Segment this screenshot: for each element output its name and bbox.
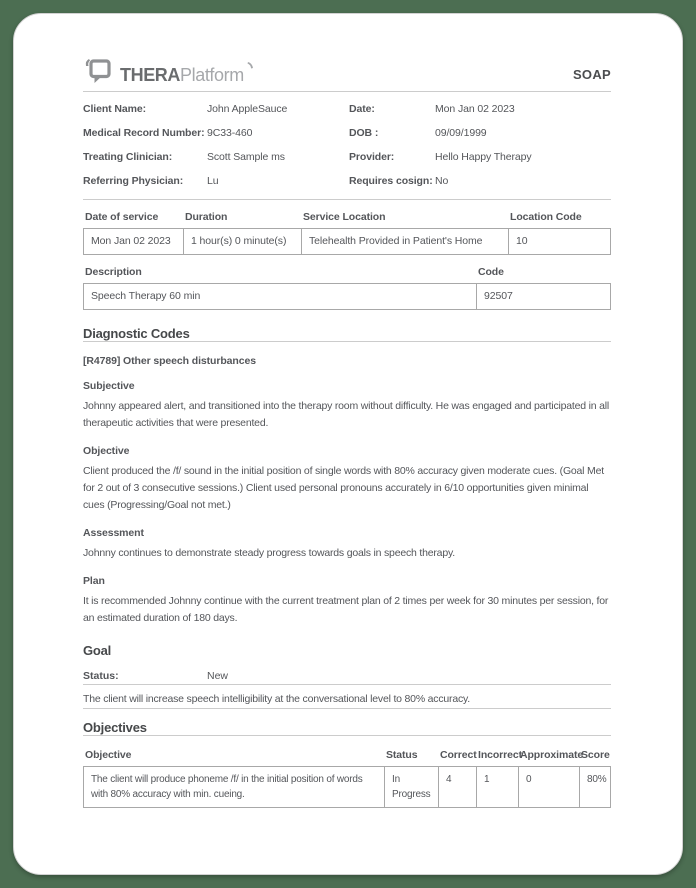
description-cell: Speech Therapy 60 min xyxy=(84,284,477,309)
table-row xyxy=(83,283,611,310)
divider xyxy=(83,684,611,685)
logo-thera-text: THERA xyxy=(120,64,180,85)
objectives-heading: Objectives xyxy=(83,720,147,735)
goal-description: The client will increase speech intelligibility at the conversational level to 80% accuracy. xyxy=(83,693,471,705)
column-header: Code xyxy=(478,266,504,278)
objective-text-cell: The client will produce phoneme /f/ in the initial position of words with 80% accuracy with min. cueing. xyxy=(84,767,385,807)
provider-label: Provider: xyxy=(349,151,395,163)
goal-status-row xyxy=(83,668,611,684)
duration-cell: 1 hour(s) 0 minute(s) xyxy=(184,229,302,254)
column-header: Duration xyxy=(185,211,228,223)
dob-value: 09/09/1999 xyxy=(435,127,487,139)
provider-value: Hello Happy Therapy xyxy=(435,151,532,163)
divider xyxy=(83,199,611,200)
assessment-text: Johnny continues to demonstrate steady progress towards goals in speech therapy. xyxy=(83,547,455,559)
clinician-label: Treating Clinician: xyxy=(83,151,173,163)
location-code-cell: 10 xyxy=(516,235,528,247)
clinician-value: Scott Sample ms xyxy=(207,151,285,163)
speech-bubble-icon xyxy=(83,58,117,91)
date-value: Mon Jan 02 2023 xyxy=(435,103,515,115)
client-name-value: John AppleSauce xyxy=(207,103,288,115)
objective-row xyxy=(83,766,611,808)
score-cell: 80% xyxy=(587,774,607,785)
logo-accent-icon xyxy=(247,58,257,76)
table-row xyxy=(83,228,611,255)
objectives-table xyxy=(83,748,611,808)
column-header: Location Code xyxy=(510,211,582,223)
column-header: Approximate xyxy=(520,749,584,761)
column-header: Status xyxy=(386,749,418,761)
client-info xyxy=(83,92,611,199)
column-header: Date of service xyxy=(85,211,159,223)
goal-heading: Goal xyxy=(83,643,112,658)
code-cell: 92507 xyxy=(484,290,513,302)
referring-physician-label: Referring Physician: xyxy=(83,175,184,187)
objective-text: Client produced the /f/ sound in the initial position of single words with 80% accuracy given moderate cues. (Goal Met for 2 out of 3 consecutive sessions.) Client used personal pronouns accurately in 6/10 opportunities given minimal cues (Progressing/Goal not met.) xyxy=(83,465,604,511)
plan-label: Plan xyxy=(83,575,105,587)
referring-physician-value: Lu xyxy=(207,175,219,187)
mrn-value: 9C33-460 xyxy=(207,127,253,139)
theraplatform-logo xyxy=(83,58,257,91)
description-table xyxy=(83,265,611,310)
diagnostic-code-line: [R4789] Other speech disturbances xyxy=(83,355,256,367)
status-cell: In Progress xyxy=(385,767,439,807)
logo-platform-text: Platform xyxy=(180,64,244,85)
date-label: Date: xyxy=(349,103,375,115)
objective-label: Objective xyxy=(83,445,130,457)
approximate-cell: 0 xyxy=(519,767,580,807)
divider xyxy=(83,341,611,342)
service-location-cell: Telehealth Provided in Patient's Home xyxy=(302,229,509,254)
logo-wordmark xyxy=(120,62,244,88)
diagnostic-codes-heading: Diagnostic Codes xyxy=(83,326,190,341)
column-header: Score xyxy=(581,749,610,761)
column-header: Correct xyxy=(440,749,477,761)
correct-cell: 4 xyxy=(439,767,477,807)
doc-type-title: SOAP xyxy=(572,67,611,82)
client-name-label: Client Name: xyxy=(83,103,146,115)
subjective-text: Johnny appeared alert, and transitioned into the therapy room without difficulty. He was engaged and participated in all therapeutic activities that were presented. xyxy=(83,400,610,429)
soap-note-document xyxy=(13,13,683,875)
assessment-label: Assessment xyxy=(83,527,144,539)
column-header: Objective xyxy=(85,749,132,761)
document-header xyxy=(83,58,611,91)
requires-cosign-label: Requires cosign: xyxy=(349,175,433,187)
column-header: Description xyxy=(85,266,142,278)
dob-label: DOB : xyxy=(349,127,379,139)
incorrect-cell: 1 xyxy=(477,767,519,807)
column-header: Incorrect xyxy=(478,749,523,761)
description-table-header xyxy=(83,265,611,279)
date-of-service-cell: Mon Jan 02 2023 xyxy=(84,229,184,254)
service-table-header xyxy=(83,210,611,224)
requires-cosign-value: No xyxy=(435,175,449,187)
goal-status-label: Status: xyxy=(83,670,119,682)
subjective-label: Subjective xyxy=(83,380,135,392)
objectives-table-header xyxy=(83,748,611,762)
service-table xyxy=(83,210,611,255)
divider xyxy=(83,708,611,709)
divider xyxy=(83,735,611,736)
plan-text: It is recommended Johnny continue with the current treatment plan of 2 times per week for 30 minutes per session, for an estimated duration of 180 days. xyxy=(83,595,609,624)
column-header: Service Location xyxy=(303,211,386,223)
mrn-label: Medical Record Number: xyxy=(83,127,205,139)
goal-status-value: New xyxy=(207,670,229,682)
